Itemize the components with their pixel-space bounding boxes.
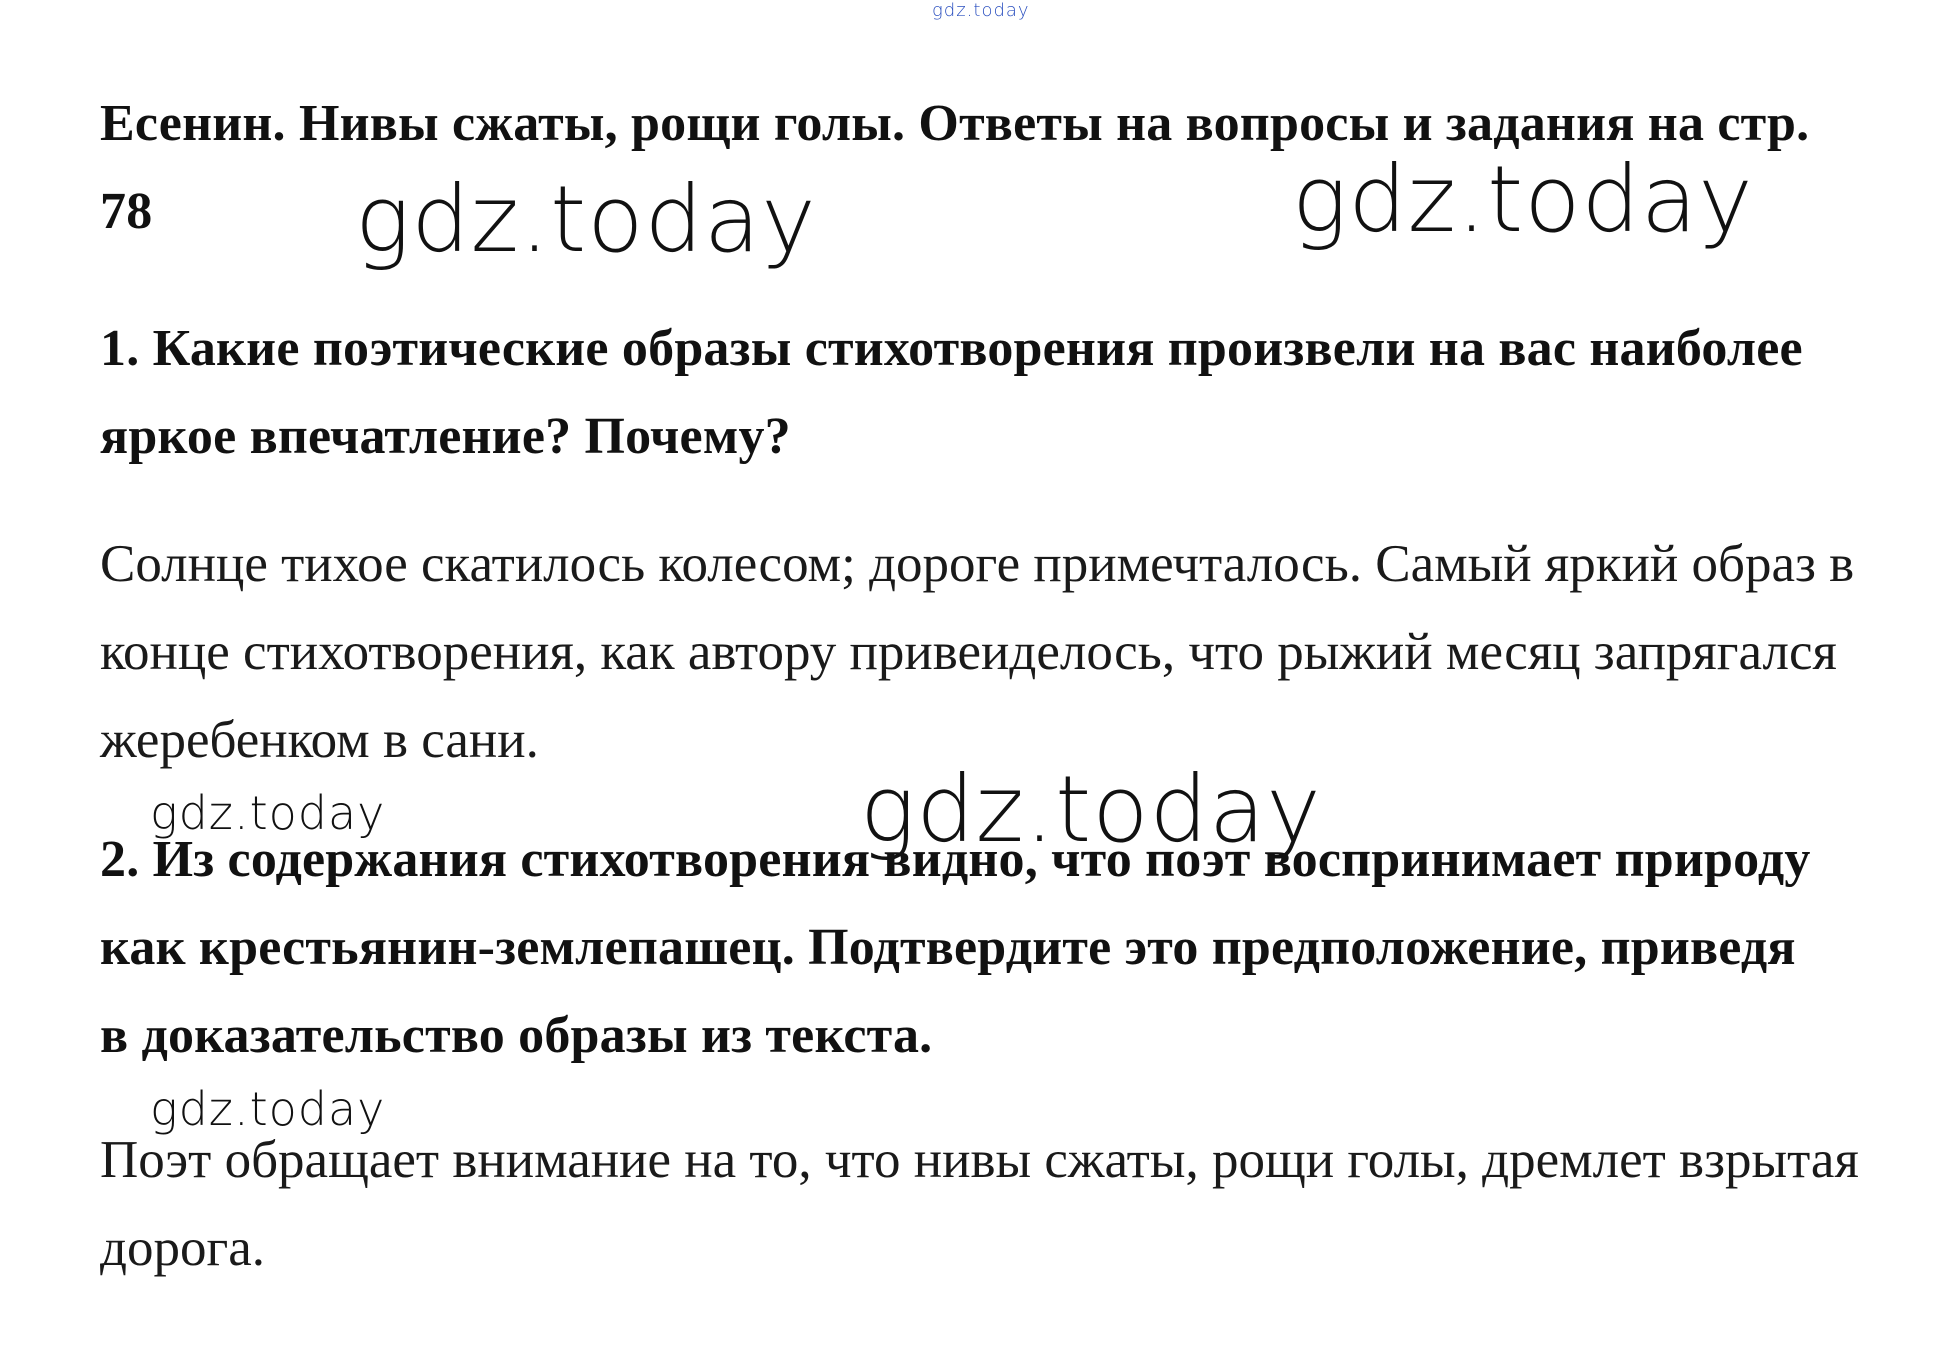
watermark-mid-small: gdz.today: [150, 786, 386, 840]
watermark-lower-small: gdz.today: [150, 1082, 386, 1136]
watermark-mid-big: gdz.today: [860, 756, 1322, 863]
question-2: 2. Из содержания стихотворения видно, что поэт воспринимает природу как крестьянин-землепашец. Подтвердите это предположение, приведя в доказательство образы из текста.: [100, 831, 1811, 1064]
watermark-title-right: gdz.today: [1292, 146, 1754, 253]
page-title: Есенин. Нивы сжаты, рощи голы. Ответы на вопросы и задания на стр. 78: [100, 95, 1810, 240]
answer-2: Поэт обращает внимание на то, что нивы сжаты, рощи голы, дремлет взрытая дорога.: [100, 1131, 1859, 1277]
question-1: 1. Какие поэтические образы стихотворения произвели на вас наиболее яркое впечатление? Почему?: [100, 320, 1803, 465]
watermark-top: gdz.today: [932, 0, 1030, 21]
answer-1: Солнце тихое скатилось колесом; дороге примечталось. Самый яркий образ в конце стихотворения, как автору привеиделось, что рыжий месяц запрягался жеребенком в сани.: [100, 535, 1855, 769]
watermark-title-left: gdz.today: [355, 166, 817, 273]
